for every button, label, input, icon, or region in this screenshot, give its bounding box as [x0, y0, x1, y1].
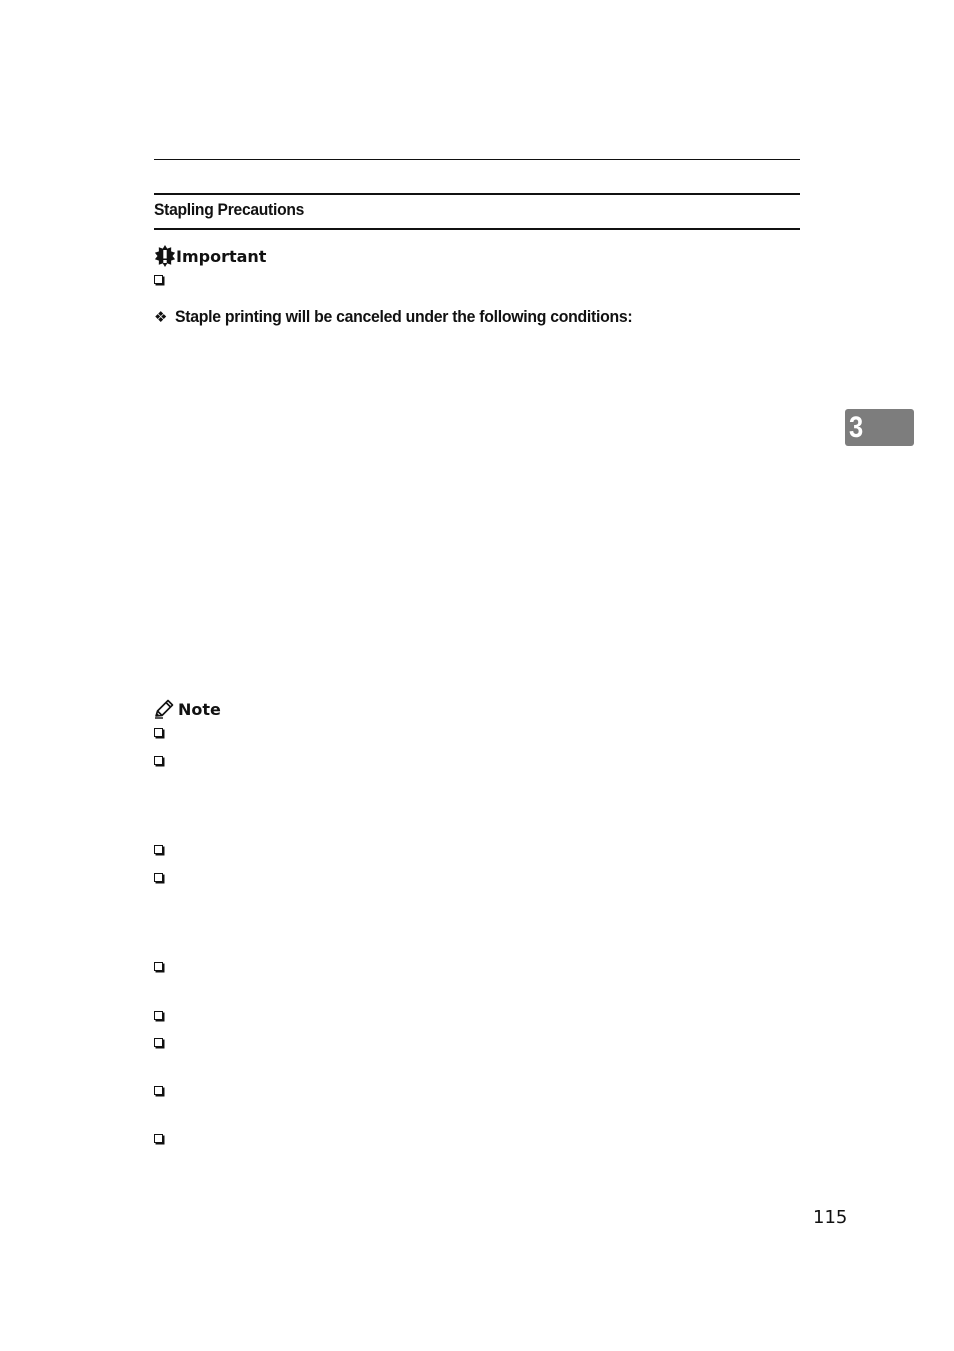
note-bullet-1 [154, 728, 163, 737]
note-callout [154, 699, 221, 719]
important-label: Important [176, 246, 267, 266]
note-bullet-5 [154, 962, 163, 971]
important-icon [154, 245, 176, 267]
pencil-icon [154, 699, 174, 719]
diamond-bullet-icon: ❖ [154, 307, 168, 326]
note-label: Note [178, 699, 221, 719]
section-rule-bottom [154, 228, 800, 230]
conditions-heading-text: Staple printing will be canceled under the following conditions: [175, 307, 633, 326]
note-bullet-2 [154, 756, 163, 765]
important-callout [154, 245, 266, 267]
important-bullet-1 [154, 275, 163, 284]
note-bullet-9 [154, 1134, 163, 1143]
note-bullet-4 [154, 873, 163, 882]
chapter-tab [845, 409, 914, 446]
note-bullet-7 [154, 1038, 163, 1047]
page-number: 115 [813, 1207, 848, 1228]
section-title: Stapling Precautions [154, 200, 305, 219]
note-bullet-8 [154, 1086, 163, 1095]
header-rule [154, 159, 800, 160]
section-rule-top [154, 193, 800, 195]
note-bullet-6 [154, 1011, 163, 1020]
conditions-heading [154, 307, 667, 327]
note-bullet-3 [154, 845, 163, 854]
chapter-number: 3 [849, 410, 864, 444]
